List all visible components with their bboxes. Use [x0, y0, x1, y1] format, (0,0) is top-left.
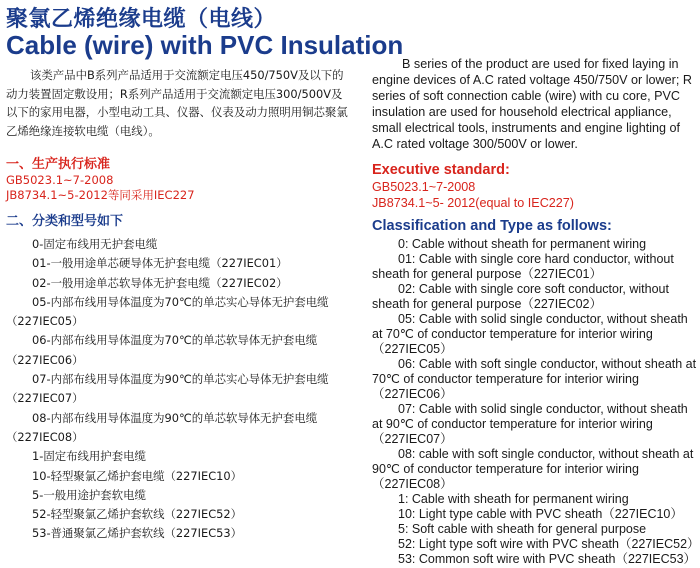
list-item: 01-一般用途单芯硬导体无护套电缆（227IEC01）: [32, 256, 288, 271]
list-item: 08-内部布线用导体温度为90℃的单芯软导体无护套电缆（227IEC08）: [6, 410, 318, 444]
list-item: 0: Cable without sheath for permanent wiring: [398, 237, 647, 251]
classification-list-cn: [6, 235, 351, 544]
list-item: 5-一般用途护套软电缆: [32, 487, 146, 502]
list-item: 06-内部布线用导体温度为70℃的单芯软导体无护套电缆（227IEC06）: [6, 333, 318, 367]
list-item: 02: Cable with single core soft conductor, without sheath for general purpose（227IEC02）: [372, 282, 669, 311]
list-item: 07-内部布线用导体温度为90℃的单芯实心导体无护套电缆（227IEC07）: [6, 372, 329, 406]
page-title-cn: 聚氯乙烯绝缘电缆（电线）: [6, 7, 277, 32]
list-item: 10-轻型聚氯乙烯护套电缆（227IEC10）: [32, 468, 243, 483]
english-column: [372, 56, 700, 567]
list-item: 05: Cable with solid single conductor, without sheath at 70℃ of conductor temperature for interior wiring（227IEC05）: [372, 312, 688, 356]
list-item: 05-内部布线用导体温度为70℃的单芯实心导体无护套电缆（227IEC05）: [6, 294, 329, 329]
standard-heading-en: Executive standard:: [372, 162, 510, 178]
classification-heading-en: Classification and Type as follows:: [372, 218, 612, 234]
standard-line: GB5023.1~7-2008: [6, 173, 114, 187]
list-item: 0-固定布线用无护套电缆: [32, 237, 158, 251]
intro-paragraph-en: B series of the product are used for fixed laying in engine devices of A.C rated voltage 450/750V or lower; R series of soft connection cable (wire) with cu core, PVC insulation are used for household electrical appliance, small electrical tools, instruments and engine lighting of A.C rated voltage 300/500V or lower.: [372, 57, 692, 151]
chinese-column: [6, 66, 351, 544]
intro-paragraph-cn: 该类产品中B系列产品适用于交流额定电压450/750V及以下的动力装置固定敷设用；R系列产品适用于交流额定电压300/500V及以下的家用电器，小型电动工具、仪器、仪表及动力照明用铜芯聚氯乙烯绝缘连接软电缆（电线）。: [6, 68, 348, 138]
classification-heading-cn: 二、分类和型号如下: [6, 214, 124, 229]
list-item: 07: Cable with solid single conductor, without sheath at 90℃ of conductor temperature for interior wiring（227IEC07）: [372, 402, 688, 446]
list-item: 52: Light type soft wire with PVC sheath（227IEC52）: [398, 537, 700, 551]
list-item: 52-轻型聚氯乙烯护套软线（227IEC52）: [32, 507, 243, 522]
list-item: 01: Cable with single core hard conductor, without sheath for general purpose（227IEC01）: [372, 252, 674, 281]
page-title-en: Cable (wire) with PVC Insulation: [6, 30, 404, 60]
list-item: 02-一般用途单芯软导体无护套电缆（227IEC02）: [32, 275, 288, 290]
list-item: 10: Light type cable with PVC sheath（227IEC10）: [398, 507, 683, 521]
list-item: 53: Common soft wire with PVC sheath（227IEC53）: [398, 552, 697, 566]
classification-list-en: [372, 237, 700, 567]
standard-heading-cn: 一、生产执行标准: [6, 157, 111, 172]
list-item: 1-固定布线用护套电缆: [32, 449, 146, 464]
standard-line: GB5023.1~7-2008: [372, 180, 476, 194]
list-item: 53-普通聚氯乙烯护套软线（227IEC53）: [32, 526, 243, 541]
list-item: 06: Cable with soft single conductor, without sheath at 70℃ of conductor temperature for interior wiring（227IEC06）: [372, 357, 697, 401]
standard-line: JB8734.1~5- 2012(equal to IEC227): [372, 196, 574, 210]
list-item: 5: Soft cable with sheath for general purpose: [398, 522, 647, 536]
list-item: 08: cable with soft single conductor, without sheath at 90℃ of conductor temperature for interior wiring（227IEC08）: [372, 447, 694, 491]
list-item: 1: Cable with sheath for permanent wiring: [398, 492, 629, 506]
standard-line: JB8734.1~5-2012等同采用IEC227: [6, 188, 195, 202]
